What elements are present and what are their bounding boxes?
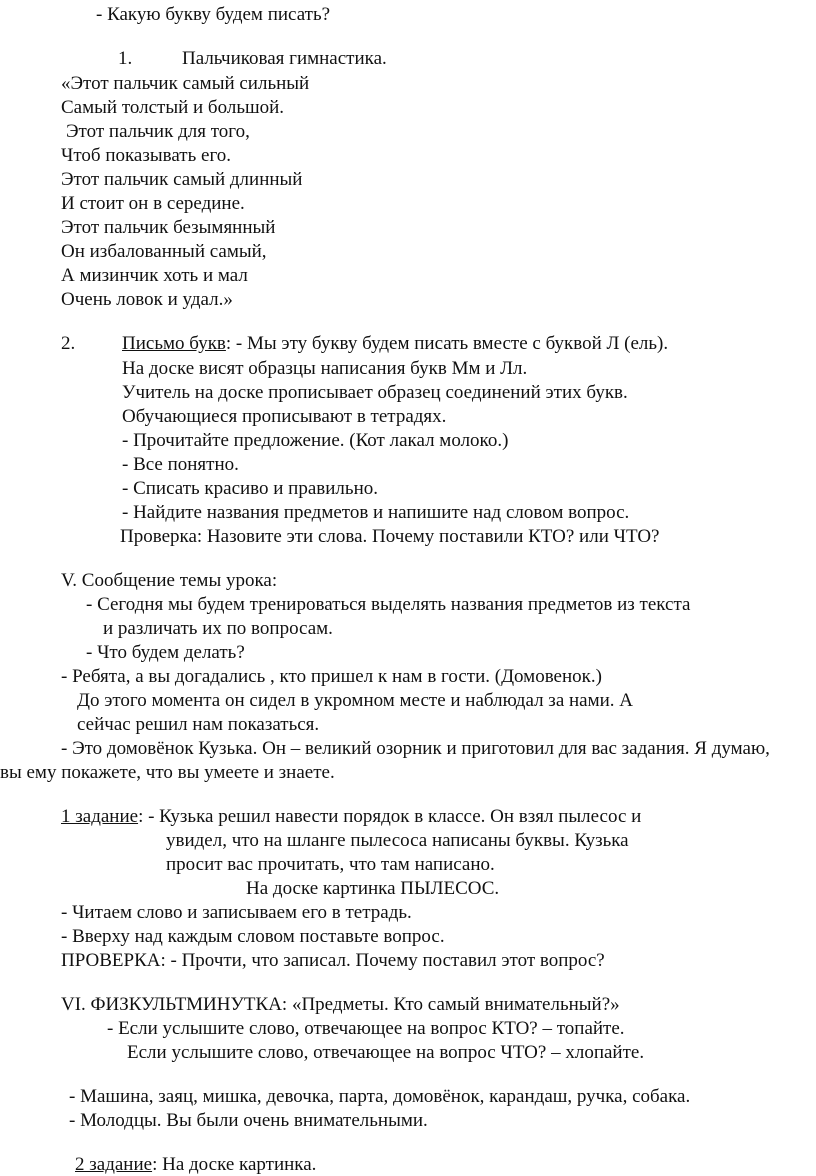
poem-line: Самый толстый и большой. [61,97,285,118]
section-5-line: - Это домовёнок Кузька. Он – великий озорник и приготовил для вас задания. Я думаю, [61,738,770,759]
letters-number: 2. [61,333,76,354]
task-1-line: На доске картинка ПЫЛЕСОС. [246,878,500,899]
letters-line: - Списать красиво и правильно. [122,478,378,499]
poem-line: Этот пальчик самый длинный [61,169,303,190]
letters-line: Учитель на доске прописывает образец соединений этих букв. [122,382,628,403]
letters-line: Проверка: Назовите эти слова. Почему поставили КТО? или ЧТО? [120,526,660,547]
section-6-heading: VI. ФИЗКУЛЬТМИНУТКА: «Предметы. Кто самый внимательный?» [61,994,620,1015]
task-2-line [75,1153,316,1176]
section-5-line: и различать их по вопросам. [103,618,333,639]
task-1-line: - Читаем слово и записываем его в тетрадь. [61,902,412,923]
poem-line: И стоит он в середине. [61,193,245,214]
section-5-line: сейчас решил нам показаться. [77,714,320,735]
poem-line: Этот пальчик безымянный [61,217,276,238]
letters-first: : - Мы эту букву будем писать вместе с буквой Л (ель). [225,333,669,354]
task-2-label: 2 задание [75,1154,153,1175]
question-line: - Какую букву будем писать? [96,4,331,25]
poem-line: Этот пальчик для того, [66,121,250,142]
poem-line: «Этот пальчик самый сильный [61,73,310,94]
section-5-line: - Ребята, а вы догадались , кто пришел к нам в гости. (Домовенок.) [61,666,602,687]
letters-line [122,332,668,355]
poem-line: Чтоб показывать его. [61,145,232,166]
letters-line: - Прочитайте предложение. (Кот лакал молоко.) [122,430,509,451]
poem-line: Он избалованный самый, [61,241,267,262]
letters-line: На доске висят образцы написания букв Мм и Лл. [122,358,528,379]
task-1-line: увидел, что на шланге пылесоса написаны буквы. Кузька [166,830,629,851]
section-6-line: Если услышите слово, отвечающее на вопрос ЧТО? – хлопайте. [127,1042,645,1063]
letters-line: Обучающиеся прописывают в тетрадях. [122,406,447,427]
task-1-line: просит вас прочитать, что там написано. [166,854,495,875]
poem-line: Очень ловок и удал.» [61,289,233,310]
letters-line: - Найдите названия предметов и напишите над словом вопрос. [122,502,630,523]
task-1-line: - Вверху над каждым словом поставьте вопрос. [61,926,445,947]
section-5-line: - Сегодня мы будем тренироваться выделять названия предметов из текста [86,594,691,615]
section-6-line: - Молодцы. Вы были очень внимательными. [69,1110,428,1131]
task-1-first: : - Кузька решил навести порядок в классе. Он взял пылесос и [138,806,642,827]
task-1-line: ПРОВЕРКА: - Прочти, что записал. Почему поставил этот вопрос? [61,950,605,971]
section-5-line: До этого момента он сидел в укромном месте и наблюдал за нами. А [77,690,634,711]
task-1-label: 1 задание [61,806,139,827]
task-2-rest: : На доске картинка. [152,1154,317,1175]
section-5-line: - Что будем делать? [86,642,245,663]
section-5-heading: V. Сообщение темы урока: [61,570,278,591]
poem-line: А мизинчик хоть и мал [61,265,248,286]
letters-line: - Все понятно. [122,454,239,475]
task-1-line [61,805,641,828]
letters-title: Письмо букв [122,333,226,354]
section-5-line: вы ему покажете, что вы умеете и знаете. [0,762,335,783]
section-6-line: - Если услышите слово, отвечающее на вопрос КТО? – топайте. [107,1018,625,1039]
gymnastics-number: 1. [118,48,133,69]
section-6-line: - Машина, заяц, мишка, девочка, парта, домовёнок, карандаш, ручка, собака. [69,1086,691,1107]
gymnastics-title: Пальчиковая гимнастика. [182,48,387,69]
